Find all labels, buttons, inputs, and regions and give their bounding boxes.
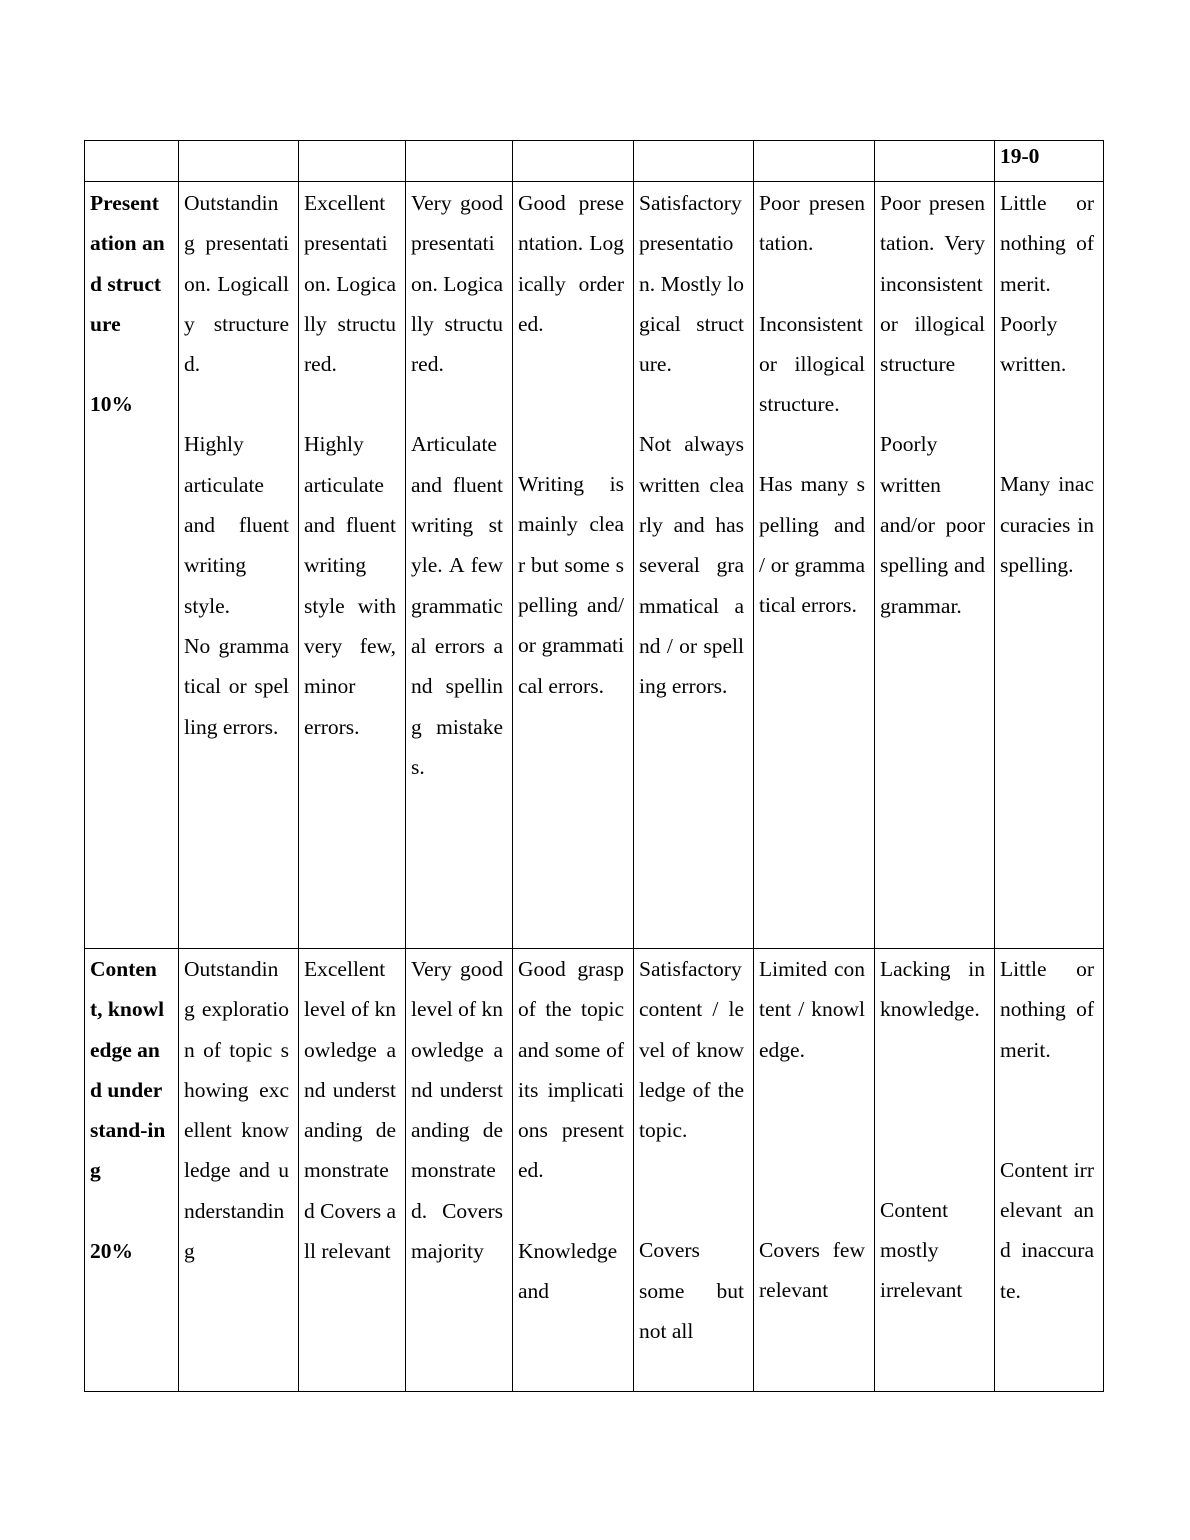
grade-cell-outstanding xyxy=(179,182,299,949)
criterion-cell xyxy=(85,182,179,949)
grade-cell-outstanding xyxy=(179,949,299,1392)
grade-cell-satisfactory xyxy=(634,949,754,1392)
grade-cell-satisfactory xyxy=(634,182,754,949)
table-header-row xyxy=(85,141,1104,182)
descriptor-text: Limited content / knowledge. xyxy=(759,957,865,1062)
descriptor-text: No grammatical or spelling errors. xyxy=(184,633,289,739)
criterion-weight: 20% xyxy=(90,1238,133,1263)
descriptor-text: Covers few relevant xyxy=(759,1237,871,1303)
header-cell xyxy=(85,141,179,182)
grade-cell-poor-low xyxy=(875,182,995,949)
descriptor-text: Many inaccuracies in spelling. xyxy=(1000,472,1100,578)
descriptor-text: Outstanding presentation. Logically structured. xyxy=(184,191,289,377)
descriptor-text: Content mostly irrelevant xyxy=(880,1197,963,1303)
grade-cell-good xyxy=(513,949,634,1392)
header-cell xyxy=(406,141,513,182)
grade-cell-poor xyxy=(754,949,875,1392)
descriptor-text: Articulate and fluent writing style. A few grammatical errors and spelling mistakes. xyxy=(411,432,509,779)
score-range-label: 19-0 xyxy=(1000,144,1040,168)
grade-cell-good xyxy=(513,182,634,949)
descriptor-text: Lacking in knowledge. xyxy=(880,957,991,1022)
descriptor-text: Little or nothing of merit. Poorly written. xyxy=(1000,191,1100,377)
table-row-presentation xyxy=(85,182,1104,949)
grade-cell-poor-low xyxy=(875,949,995,1392)
descriptor-text: Poorly written and/or poor spelling and grammar. xyxy=(880,432,991,618)
descriptor-text: Excellent presentation. Logically structured. xyxy=(304,191,396,377)
grade-cell-fail xyxy=(995,182,1104,949)
grade-cell-very-good xyxy=(406,949,513,1392)
descriptor-text: Good presentation. Logically ordered. xyxy=(518,191,624,336)
grade-cell-very-good xyxy=(406,182,513,949)
header-cell xyxy=(634,141,754,182)
descriptor-text: Outstanding exploration of topic showing excellent knowledge and understanding xyxy=(184,957,289,1264)
criterion-label: Content, knowledge and understand-ing xyxy=(90,957,166,1183)
descriptor-text: Content irrelevant and inaccurate. xyxy=(1000,1157,1094,1303)
descriptor-text: Knowledge and xyxy=(518,1238,623,1304)
descriptor-text: Covers some but not all xyxy=(639,1238,750,1344)
descriptor-text: Writing is mainly clear but some spelling and/ or grammatical errors. xyxy=(518,472,630,698)
marking-rubric-table xyxy=(84,140,1104,1392)
table-row-content xyxy=(85,949,1104,1392)
grade-cell-excellent xyxy=(299,949,406,1392)
header-cell xyxy=(299,141,406,182)
grade-cell-excellent xyxy=(299,182,406,949)
descriptor-text: Satisfactory content / level of knowledge of the topic. xyxy=(639,957,750,1143)
descriptor-text: Very good level of knowledge and understanding demonstrated. Covers majority xyxy=(411,957,509,1264)
descriptor-text: Excellent level of knowledge and understanding demonstrated Covers all relevant xyxy=(304,957,396,1264)
descriptor-text: Little or nothing of merit. xyxy=(1000,957,1100,1062)
header-cell-score-range xyxy=(995,141,1104,182)
criterion-cell xyxy=(85,949,179,1392)
header-cell xyxy=(513,141,634,182)
descriptor-text: Satisfactory presentation. Mostly logical structure. xyxy=(639,191,748,377)
criterion-label: Presentation and structure xyxy=(90,191,165,336)
descriptor-text: Highly articulate and fluent writing style. xyxy=(184,432,295,618)
descriptor-text: Not always written clearly and has several grammatical and / or spelling errors. xyxy=(639,432,750,699)
criterion-weight: 10% xyxy=(90,392,133,417)
descriptor-text: Very good presentation. Logically structured. xyxy=(411,191,509,377)
descriptor-text: Poor presentation. xyxy=(759,191,865,256)
grade-cell-fail xyxy=(995,949,1104,1392)
descriptor-text: Inconsistent or illogical structure. xyxy=(759,311,871,417)
descriptor-text: Poor presentation. Very inconsistent or illogical structure xyxy=(880,191,991,377)
header-cell xyxy=(754,141,875,182)
grade-cell-poor xyxy=(754,182,875,949)
header-cell xyxy=(875,141,995,182)
descriptor-text: Good grasp of the topic and some of its implications presented. xyxy=(518,957,630,1183)
descriptor-text: Highly articulate and fluent writing style with very few, minor errors. xyxy=(304,432,402,739)
descriptor-text: Has many spelling and / or grammatical errors. xyxy=(759,472,871,618)
header-cell xyxy=(179,141,299,182)
